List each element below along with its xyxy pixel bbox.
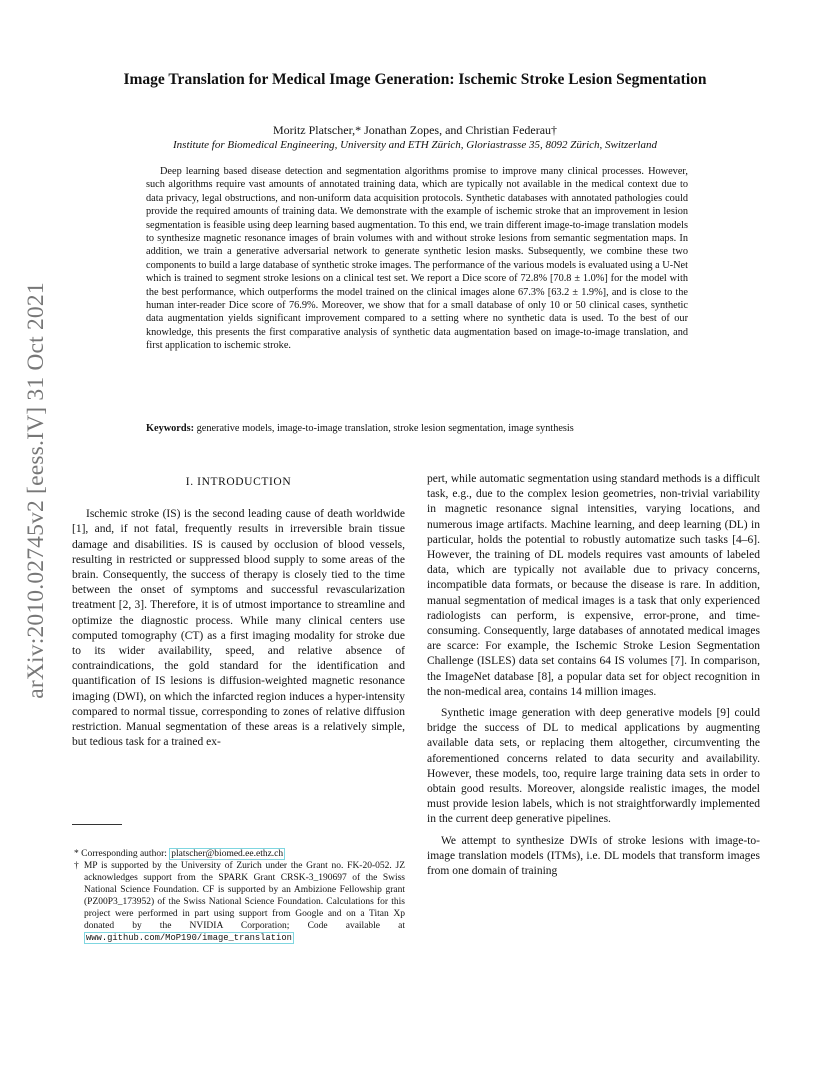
footnote-corresponding-author [72, 848, 405, 860]
footnote-text: * Corresponding author: [74, 849, 170, 859]
intro-paragraph: Ischemic stroke (IS) is the second leading cause of death worldwide [1], and, if not fatal, frequently results in irreversible brain tissue damage and disabilities. IS is caused by occlusion of blood vessels, resulting in restricted or suppressed blood supply to some areas of the brain. Consequently, the success of therapy is closely tied to the time between the onset of symptoms and successful revascularization treatment [2, 3]. Therefore, it is of utmost importance to streamline and optimize the diagnostic process. While many clinical centers use computed tomography (CT) as a first imaging modality for stroke due to its wider availability, speed, and relative absence of contraindications, the gold standard for the identification and quantification of IS lesions is diffusion-weighted magnetic resonance imaging (DWI), on which the infarcted region induces a hyper-intensity compared to normal tissue, corresponding to zones of relative diffusion restriction. Manual segmentation of these areas is a relatively simple, but tedious task for a trained ex- [72, 508, 405, 749]
email-link[interactable]: platscher@biomed.ee.ethz.ch [171, 849, 284, 859]
abstract: Deep learning based disease detection and segmentation algorithms promise to improve many clinical processes. However, such algorithms require vast amounts of annotated training data, which are typically not available in the medical context due to data privacy, legal obstructions, and non-uniform data acquisition protocols. Synthetic databases with annotated pathologies could provide the required amounts of training data. We demonstrate with the example of ischemic stroke that an improvement in lesion segmentation is feasible using deep learning based augmentation. To this end, we train different image-to-image translation models to synthesize magnetic resonance images of brain volumes with and without stroke lesions from semantic segmentation maps. In addition, we train a generative adversarial network to generate synthetic lesion masks. Subsequently, we combine these two components to build a large database of synthetic stroke images. The performance of the various models is evaluated using a U-Net which is trained to segment stroke lesions on a clinical test set. We report a Dice score of 72.8% [70.8 ± 1.0%] for the model with the best performance, which outperforms the model trained on the clinical images alone 67.3% [63.2 ± 1.9%], and is close to the human inter-reader Dice score of 76.9%. Moreover, we show that for a small database of only 10 or 50 clinical cases, synthetic data augmentation yields significant improvement compared to a setting where no synthetic data is used. To the best of our knowledge, this presents the first comparative analysis of synthetic data augmentation based on image-to-image translation, and first application to ischemic stroke. [146, 166, 688, 352]
author-list: Moritz Platscher,* Jonathan Zopes, and Christian Federau† [272, 123, 558, 137]
arxiv-identifier-text: arXiv:2010.02745v2 [eess.IV] 31 Oct 2021 [22, 281, 49, 699]
code-repository-link[interactable]: www.github.com/MoP190/image_translation [86, 933, 292, 943]
section-heading-introduction: I. INTRODUCTION [185, 476, 292, 488]
footnote-funding [72, 860, 405, 944]
right-column [427, 472, 760, 885]
left-column [72, 475, 405, 756]
paper-title: Image Translation for Medical Image Generation: Ischemic Stroke Lesion Segmentation [123, 71, 707, 88]
arxiv-side-identifier [10, 281, 62, 699]
footnotes [72, 848, 405, 944]
keywords-label: Keywords: [146, 423, 195, 434]
keywords [146, 422, 688, 435]
intro-paragraph: We attempt to synthesize DWIs of stroke lesions with image-to-image translation models (ITMs), i.e. DL models that transform images from one domain of training [427, 834, 760, 878]
footnote-rule [72, 824, 122, 825]
intro-paragraph: Synthetic image generation with deep generative models [9] could bridge the success of DL to medical applications by augmenting available data sets, or replacing them altogether, circumventing the aforementioned concerns related to data security and availability. However, these models, too, require large training data sets in order to obtain good results. Moreover, alongside realistic images, the model must provide lesion labels, which is not straightforwardly implemented in the current deep generative pipelines. [427, 707, 760, 826]
intro-paragraph: pert, while automatic segmentation using standard methods is a difficult task, e.g., due to the complex lesion geometries, non-trivial variability in magnetic resonance signal intensities, varying locations, and numerous image artifacts. Machine learning, and deep learning (DL) in particular, holds the potential to robustly automatize such tasks [4–6]. However, the training of DL models requires vast amounts of labeled data, which are typically not available due to privacy concerns, incompatible data formats, or because the disease is rare. In addition, manual segmentation of medical images is a task that only experienced radiologists can perform, is expensive, error-prone, and time-consuming. Consequently, large databases of annotated medical images are scarce: For example, the Ischemic Stroke Lesion Segmentation Challenge (ISLES) data set contains 64 IS volumes [7]. In comparison, the ImageNet database [8], a popular data set for object recognition in the non-medical area, contains 14 million images. [427, 473, 760, 698]
footnote-text: † MP is supported by the University of Zurich under the Grant no. FK-20-052. JZ acknowledges support from the SPARK Grant CRSK-3_190697 of the Swiss National Science Foundation. CF is supported by an Ambizione Fellowship grant (PZ00P3_173952) of the Swiss National Science Foundation. Calculations for this project were performed in part using support from Google and on a Titan Xp donated by the NVIDIA Corporation; Code available at [74, 861, 405, 931]
keywords-text: generative models, image-to-image translation, stroke lesion segmentation, image synthesis [196, 423, 574, 434]
affiliation: Institute for Biomedical Engineering, University and ETH Zürich, Gloriastrasse 35, 8092 Zürich, Switzerland [173, 139, 657, 151]
